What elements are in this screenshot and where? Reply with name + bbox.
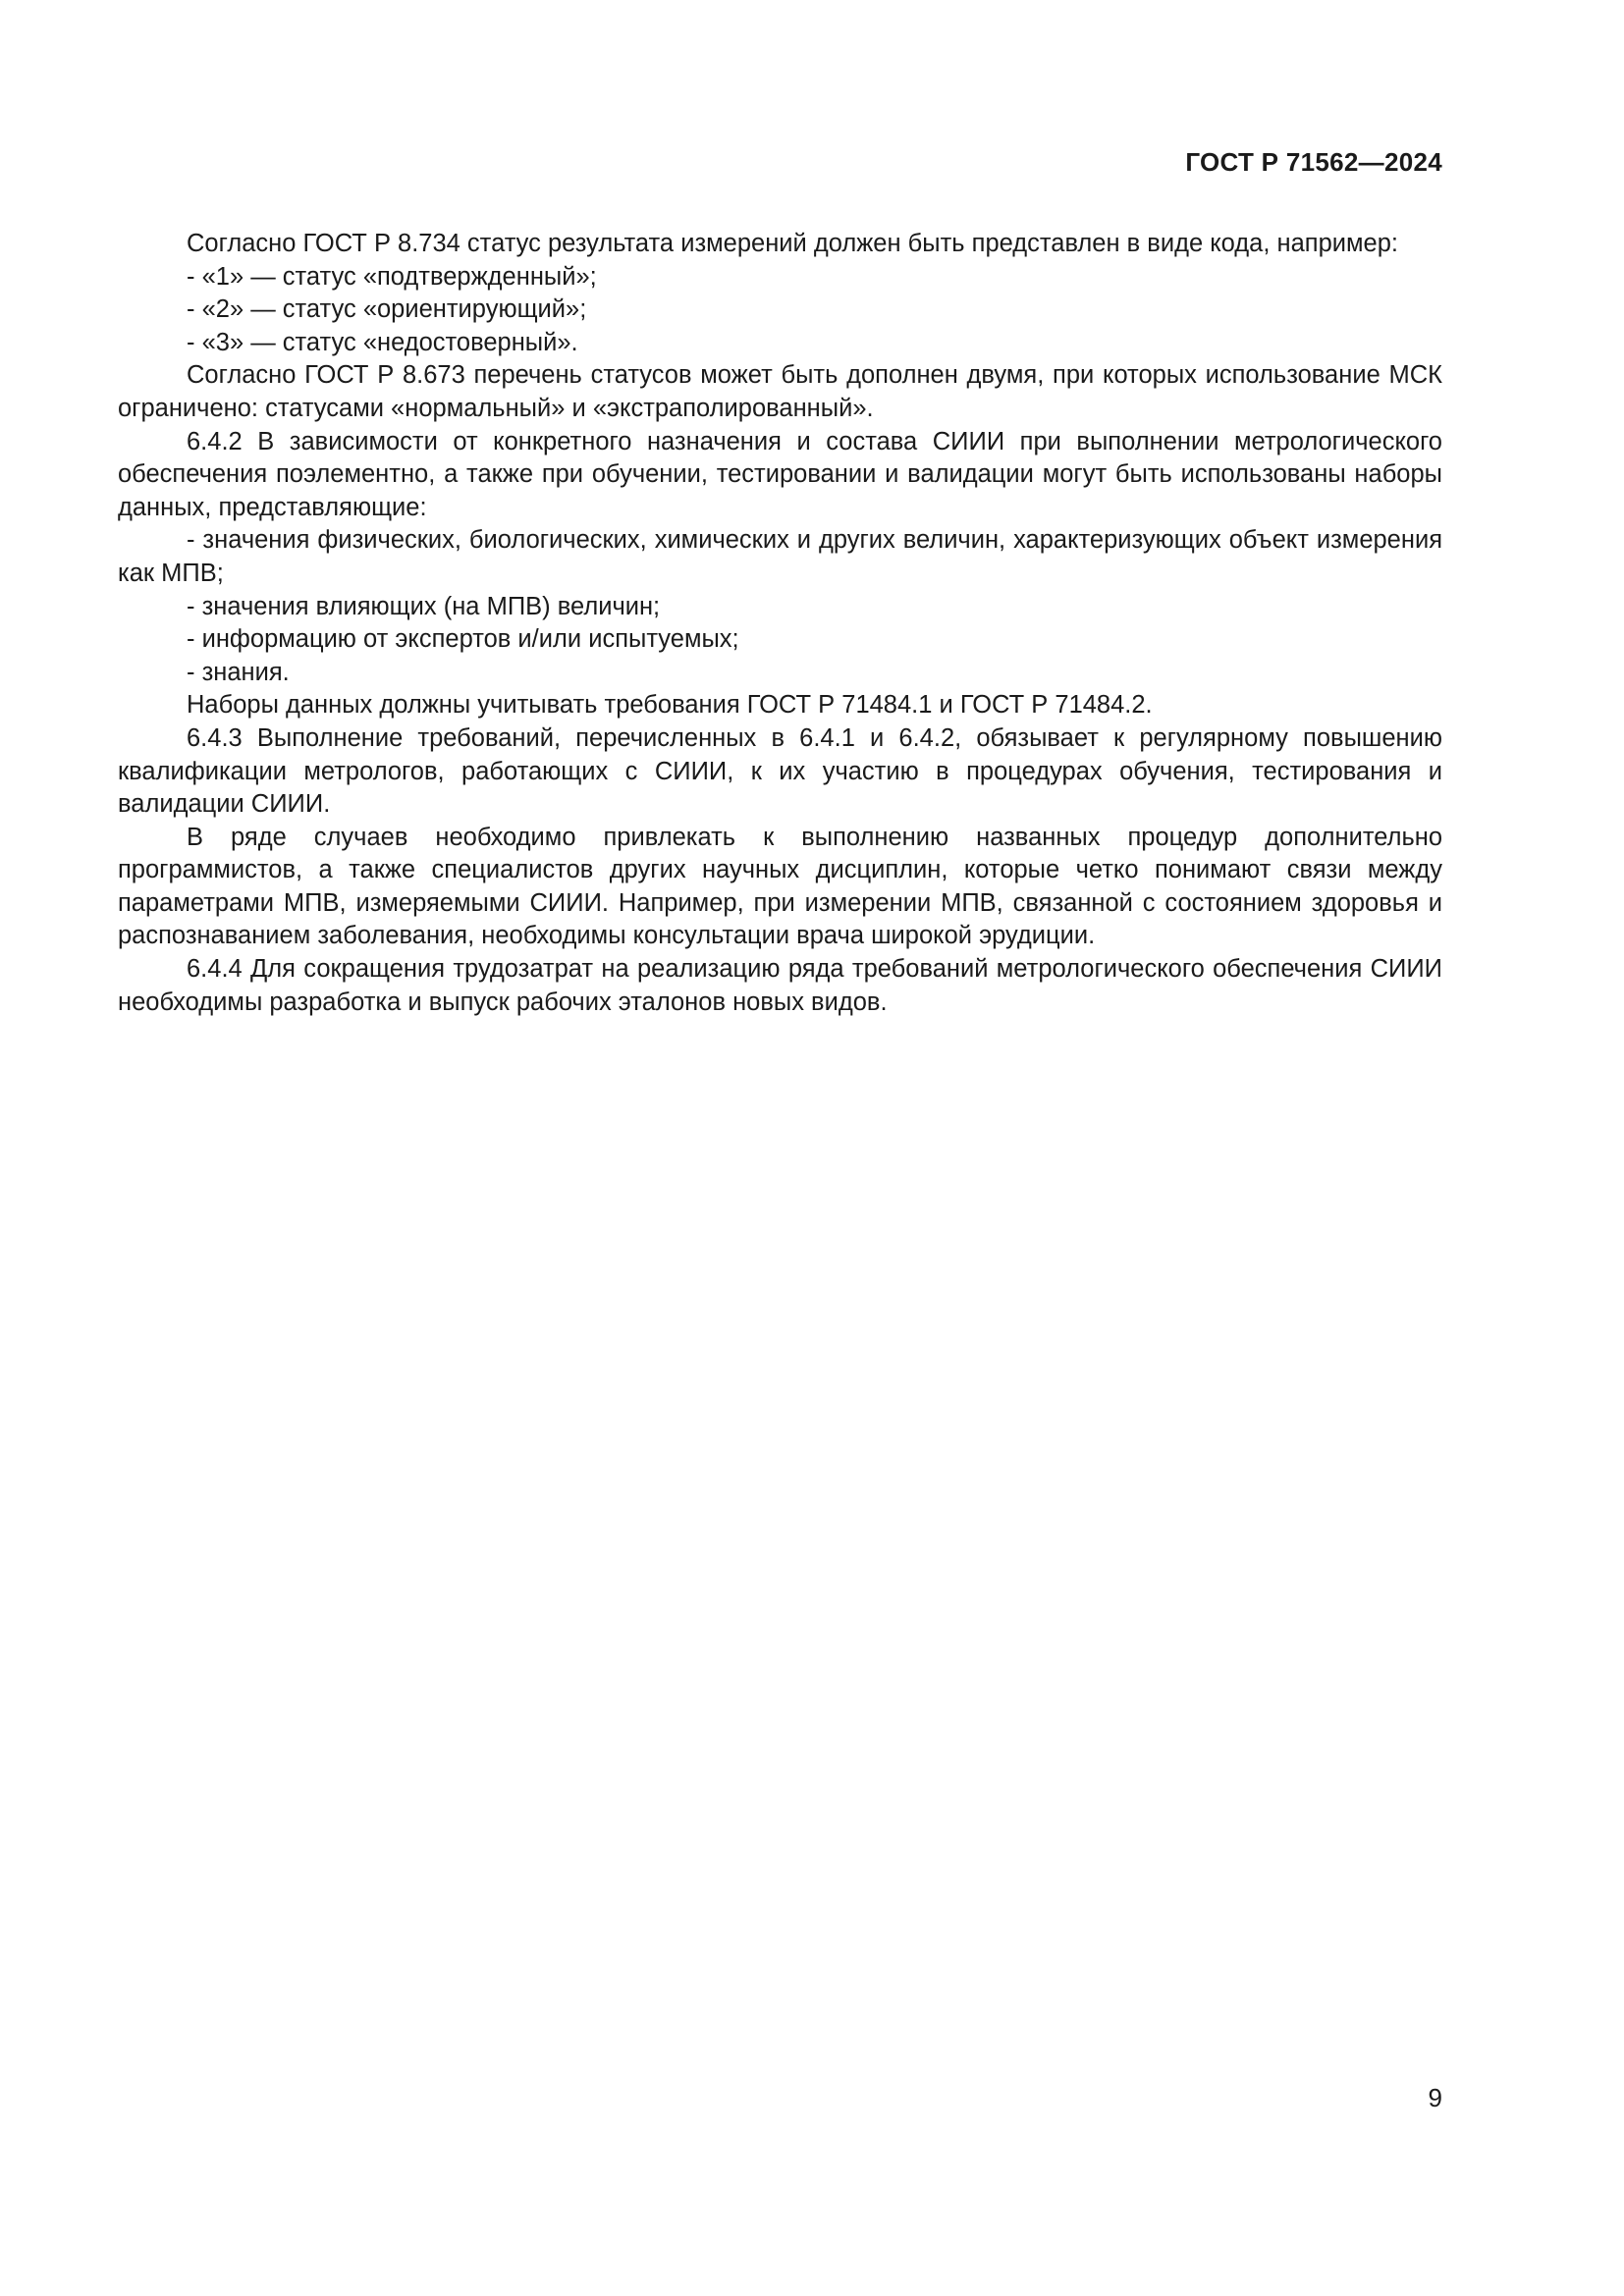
list-item: - значения влияющих (на МПВ) величин; [187,592,661,620]
list-item: - «2» — статус «ориентирующий»; [187,295,587,324]
paragraph-status-code: Согласно ГОСТ Р 8.734 статус результата измерений должен быть представлен в виде кода, например: [187,230,1398,257]
paragraph-6-4-2: 6.4.2 В зависимости от конкретного назначения и состава СИИИ при выполнении метрологического обеспечения поэлементно, а также при обучении, тестировании и валидации могут быть использованы наборы данных, представляющие: [118,427,1442,521]
list-item: - «1» — статус «подтвержденный»; [187,262,597,291]
paragraph-6-4-3: 6.4.3 Выполнение требований, перечисленных в 6.4.1 и 6.4.2, обязывает к регулярному повышению квалификации метрологов, работающих с СИИИ, к их участию в процедурах обучения, тестирования и валидации СИИИ. [118,723,1442,819]
paragraph-specialists: В ряде случаев необходимо привлекать к выполнению названных процедур дополнительно программистов, а также специалистов других научных дисциплин, которые четко понимают связи между параметрами МПВ, измеряемыми СИИИ. Например, при измерении МПВ, связанной с состоянием здоровья и распознаванием заболевания, необходимы консультации врача широкой эрудиции. [118,823,1442,950]
document-body [118,228,1442,1019]
paragraph-6-4-4: 6.4.4 Для сокращения трудозатрат на реализацию ряда требований метрологического обеспечения СИИИ необходимы разработка и выпуск рабочих эталонов новых видов. [118,955,1442,1016]
list-item: - значения физических, биологических, химических и других величин, характеризующих объект измерения как МПВ; [118,526,1442,587]
list-item: - знания. [187,658,290,686]
paragraph-status-list: Согласно ГОСТ Р 8.673 перечень статусов может быть дополнен двумя, при которых использование МСК ограничено: статусами «нормальный» и «экстраполированный». [118,361,1442,422]
page-number: 9 [1428,2083,1442,2112]
list-item: - «3» — статус «недостоверный». [187,328,578,356]
paragraph-datasets: Наборы данных должны учитывать требования ГОСТ Р 71484.1 и ГОСТ Р 71484.2. [187,691,1153,720]
document-code-header: ГОСТ Р 71562—2024 [1185,147,1442,177]
list-item: - информацию от экспертов и/или испытуемых; [187,625,739,654]
